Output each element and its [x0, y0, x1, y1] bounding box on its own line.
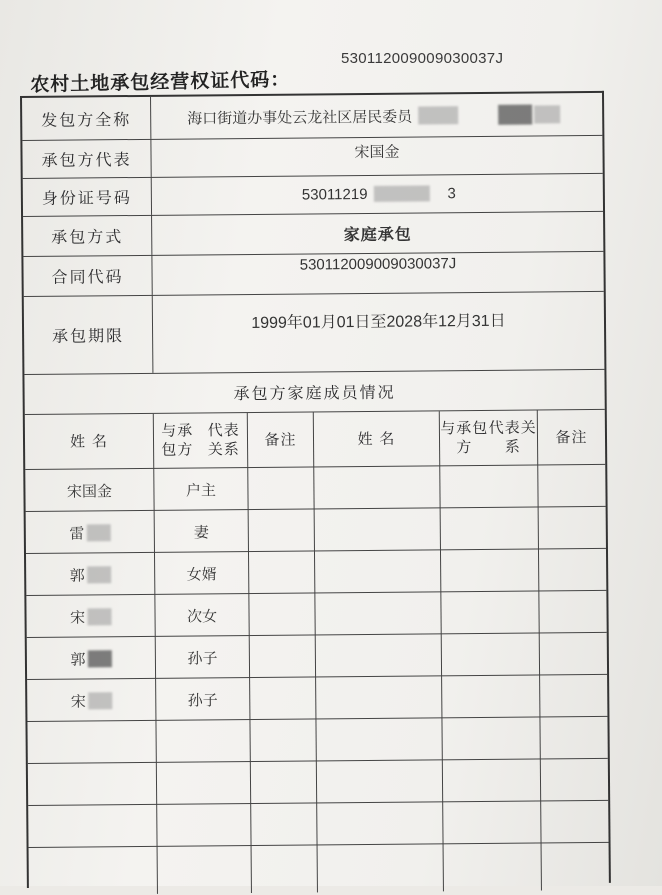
header-name-2: 姓 名 [357, 429, 396, 448]
family-members-table [25, 410, 609, 895]
member-name: 郭 [70, 650, 86, 669]
member-name: 宋 [70, 692, 86, 711]
member-name-cell [26, 511, 154, 554]
representative-row [22, 135, 602, 179]
representative-value: 宋国金 [354, 143, 400, 162]
member-name-cell [27, 637, 155, 680]
redaction-mark [87, 650, 111, 667]
member-name: 宋 [69, 608, 86, 627]
contract-method-value: 家庭承包 [343, 224, 412, 244]
header-relation-2: 与承包方 代表关系 [440, 418, 537, 457]
certificate-code-title: 农村土地承包经营权证代码： [30, 68, 291, 96]
contract-term-row [24, 291, 605, 375]
member-name-cell [26, 553, 154, 596]
contract-term-value: 1999年01月01日至2028年12月31日 [251, 312, 506, 332]
member-name: 雷 [69, 524, 85, 543]
row-divider [29, 842, 609, 848]
family-members-section-title: 承包方家庭成员情况 [24, 369, 604, 415]
header-name-1: 姓 名 [70, 431, 108, 451]
contract-method-label: 承包方式 [23, 215, 152, 256]
id-number-label: 身份证号码 [23, 177, 152, 216]
redaction-mark [86, 524, 110, 541]
header-note-2: 备注 [555, 427, 588, 446]
redaction-mark [534, 105, 560, 123]
redaction-mark [87, 566, 111, 583]
header-relation-1: 与承包方 代表关系 [161, 421, 240, 459]
issuer-label: 发包方全称 [22, 97, 151, 140]
contract-code-label: 合同代码 [23, 255, 152, 296]
member-name: 宋国金 [66, 482, 113, 501]
column-divider [439, 411, 444, 891]
representative-label: 承包方代表 [22, 139, 151, 178]
member-name-cell [27, 679, 155, 722]
member-name-cell [26, 595, 154, 638]
contract-method-row [23, 211, 603, 257]
contract-code-value: 530112009009030037J [299, 255, 457, 274]
redaction-mark [498, 105, 532, 125]
member-relation: 女婿 [186, 565, 217, 584]
column-divider [313, 412, 318, 892]
issuer-row [22, 93, 602, 141]
member-relation: 孙子 [187, 691, 218, 710]
column-divider [537, 410, 542, 890]
contract-code-row [23, 251, 603, 297]
id-number-suffix: 3 [447, 184, 456, 202]
id-number-row [23, 173, 603, 217]
member-relation: 次女 [186, 607, 218, 626]
redaction-mark [87, 608, 111, 625]
contract-form-table [20, 91, 611, 888]
row-divider [28, 758, 608, 764]
header-note-1: 备注 [264, 430, 297, 449]
certificate-code-number: 530112009009030037J [341, 50, 504, 67]
issuer-value: 海口街道办事处云龙社区居民委员 [187, 107, 413, 128]
member-relation: 孙子 [187, 649, 218, 668]
member-relation: 妻 [193, 523, 209, 541]
id-number-prefix: 53011219 [301, 185, 368, 204]
member-name: 郭 [69, 566, 85, 585]
redaction-mark [88, 692, 112, 709]
row-divider [28, 800, 608, 806]
issuer-value-wrap [151, 93, 602, 139]
redaction-mark [373, 185, 429, 201]
contract-term-label: 承包期限 [24, 295, 154, 374]
id-number-value [152, 173, 603, 215]
redaction-mark [418, 106, 458, 124]
member-relation: 户主 [185, 481, 217, 500]
